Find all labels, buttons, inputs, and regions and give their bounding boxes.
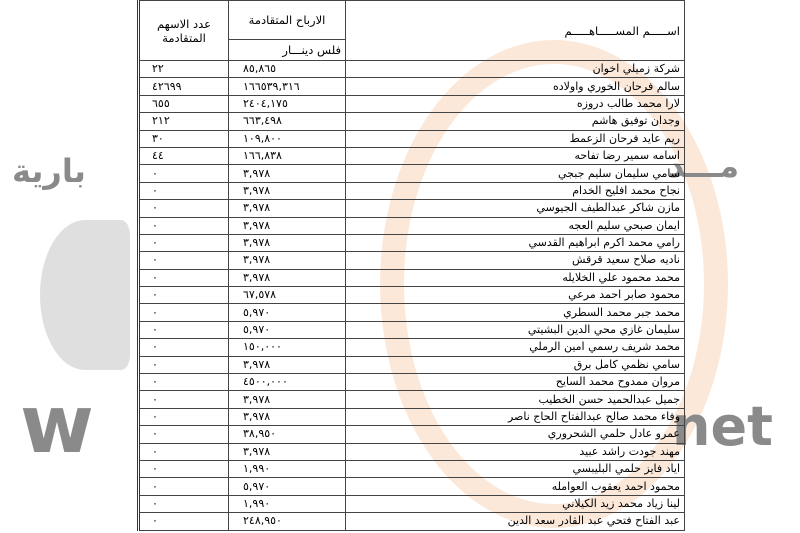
dividends-value: ٣,٩٧٨: [229, 269, 346, 286]
shareholder-name: اياد فايز حلمي البليبسي: [346, 460, 685, 477]
shareholder-name: ريم عايد فرحان الزعمط: [346, 130, 685, 147]
table-row: [139, 513, 685, 530]
table-row: [139, 356, 685, 373]
shares-value: ٠: [139, 391, 229, 408]
shareholder-name: سامي سليمان سليم جبجي: [346, 165, 685, 182]
shareholder-name: مروان ممدوح محمد السايح: [346, 374, 685, 391]
table-row: [139, 460, 685, 477]
dividends-value: ٦٧,٥٧٨: [229, 287, 346, 304]
shareholder-name: شركة زميلي اخوان: [346, 61, 685, 78]
shareholder-name: محمد محمود علي الخلايله: [346, 269, 685, 286]
shares-value: ٠: [139, 443, 229, 460]
shares-value: ٠: [139, 339, 229, 356]
dividends-value: ٨٥,٨٦٥: [229, 61, 346, 78]
shareholder-name: وجدان توفيق هاشم: [346, 113, 685, 130]
dividends-value: ٣,٩٧٨: [229, 217, 346, 234]
table-row: [139, 391, 685, 408]
shares-value: ٠: [139, 234, 229, 251]
table-row: [139, 130, 685, 147]
shareholder-name: لينا زياد محمد زيد الكيلاني: [346, 495, 685, 512]
shareholder-name: محمد شريف رسمي امين الرملي: [346, 339, 685, 356]
dividends-value: ٥,٩٧٠: [229, 304, 346, 321]
shareholder-name: اسامه سمير رضا تفاحه: [346, 147, 685, 164]
table-row: [139, 269, 685, 286]
table-row: [139, 426, 685, 443]
table-row: [139, 200, 685, 217]
table-row: [139, 61, 685, 78]
watermark-text-left: بارية: [12, 152, 86, 190]
table-row: [139, 339, 685, 356]
shareholder-name: سالم فرحان الخوري واولاده: [346, 78, 685, 95]
dividends-value: ١٦٦٥٣٩,٣١٦: [229, 78, 346, 95]
header-shares: عدد الاسهم المتقادمة: [139, 1, 229, 61]
shares-value: ٠: [139, 182, 229, 199]
watermark-text-right: مـــد: [668, 147, 740, 185]
dividends-value: ٣,٩٧٨: [229, 200, 346, 217]
shareholder-name: ايمان صبحي سليم العجه: [346, 217, 685, 234]
shareholder-name: عبد الفتاح فتحي عبد القادر سعد الدين: [346, 513, 685, 530]
table-row: [139, 287, 685, 304]
dividends-value: ٥,٩٧٠: [229, 321, 346, 338]
shareholder-name: محمد جبر محمد السطري: [346, 304, 685, 321]
watermark-net: net: [672, 395, 773, 458]
shareholder-name: جميل عبدالحميد حسن الخطيب: [346, 391, 685, 408]
table-row: [139, 113, 685, 130]
shares-value: ٠: [139, 356, 229, 373]
table-row: [139, 252, 685, 269]
shareholder-name: مهند جودت راشد عبيد: [346, 443, 685, 460]
dividends-value: ١٥٠,٠٠٠: [229, 339, 346, 356]
table-row: [139, 95, 685, 112]
shares-value: ٠: [139, 165, 229, 182]
table-row: [139, 182, 685, 199]
shareholder-name: سامي نظمي كامل برق: [346, 356, 685, 373]
shareholder-name: لارا محمد طالب دروزه: [346, 95, 685, 112]
shares-value: ٢١٢: [139, 113, 229, 130]
shares-value: ٠: [139, 269, 229, 286]
shareholder-name: رامي محمد اكرم ابراهيم القدسي: [346, 234, 685, 251]
header-dividends: الارباح المتقادمة: [229, 1, 346, 40]
dividends-value: ٢٤٠٤,١٧٥: [229, 95, 346, 112]
shareholder-name: عمرو عادل حلمي الشحروري: [346, 426, 685, 443]
table-row: [139, 478, 685, 495]
shares-value: ٤٢٦٩٩: [139, 78, 229, 95]
table-row: [139, 495, 685, 512]
shareholder-name: محمود صابر احمد مرعي: [346, 287, 685, 304]
table-row: [139, 374, 685, 391]
shares-value: ٠: [139, 426, 229, 443]
shares-value: ٠: [139, 200, 229, 217]
table-row: [139, 217, 685, 234]
dividends-value: ٤٥٠٠,٠٠٠: [229, 374, 346, 391]
dividends-value: ٣,٩٧٨: [229, 165, 346, 182]
dividends-value: ٣,٩٧٨: [229, 234, 346, 251]
shares-value: ٠: [139, 513, 229, 530]
dividends-value: ٣,٩٧٨: [229, 356, 346, 373]
table-row: [139, 165, 685, 182]
dividends-value: ١٦٦,٨٣٨: [229, 147, 346, 164]
shares-value: ٢٢: [139, 61, 229, 78]
table-row: [139, 234, 685, 251]
shares-value: ٠: [139, 321, 229, 338]
header-name: اســـــم المســـــاهـــــم: [346, 1, 685, 61]
shares-value: ٣٠: [139, 130, 229, 147]
shares-value: ٠: [139, 460, 229, 477]
dividends-value: ٣,٩٧٨: [229, 408, 346, 425]
shareholder-name: مازن شاكر عبدالطيف الجيوسي: [346, 200, 685, 217]
shares-value: ٠: [139, 374, 229, 391]
shareholder-name: محمود احمد يعقوب العوامله: [346, 478, 685, 495]
table-row: [139, 321, 685, 338]
dividends-value: ٣٨,٩٥٠: [229, 426, 346, 443]
table-row: [139, 78, 685, 95]
dividends-value: ٦٦٣,٤٩٨: [229, 113, 346, 130]
shares-value: ٦٥٥: [139, 95, 229, 112]
shares-value: ٠: [139, 287, 229, 304]
shareholder-name: سليمان غازي محي الدين البشيتي: [346, 321, 685, 338]
table-row: [139, 408, 685, 425]
dividends-value: ٣,٩٧٨: [229, 391, 346, 408]
dividends-value: ١,٩٩٠: [229, 460, 346, 477]
dividends-value: ٢٤٨,٩٥٠: [229, 513, 346, 530]
shares-value: ٠: [139, 217, 229, 234]
watermark-w: w: [20, 378, 94, 471]
header-dividends-units: فلس دينـــار: [229, 40, 346, 61]
dividends-value: ٣,٩٧٨: [229, 252, 346, 269]
shares-value: ٠: [139, 478, 229, 495]
table-row: [139, 443, 685, 460]
dividends-value: ٣,٩٧٨: [229, 182, 346, 199]
table-row: [139, 304, 685, 321]
shareholder-name: وفاء محمد صالح عبدالفتاح الحاج ناصر: [346, 408, 685, 425]
shares-value: ٤٤: [139, 147, 229, 164]
dividends-value: ١٠٩,٨٠٠: [229, 130, 346, 147]
dividends-value: ٣,٩٧٨: [229, 443, 346, 460]
shares-value: ٠: [139, 408, 229, 425]
shares-value: ٠: [139, 304, 229, 321]
watermark-logo-shape: [40, 220, 130, 370]
table-row: [139, 147, 685, 164]
shares-value: ٠: [139, 495, 229, 512]
shareholder-name: نجاح محمد افليح الخدام: [346, 182, 685, 199]
dividends-value: ٥,٩٧٠: [229, 478, 346, 495]
shareholders-table: [137, 0, 685, 531]
shares-value: ٠: [139, 252, 229, 269]
dividends-value: ١,٩٩٠: [229, 495, 346, 512]
shareholder-name: ناديه صلاح سعيد قرقش: [346, 252, 685, 269]
